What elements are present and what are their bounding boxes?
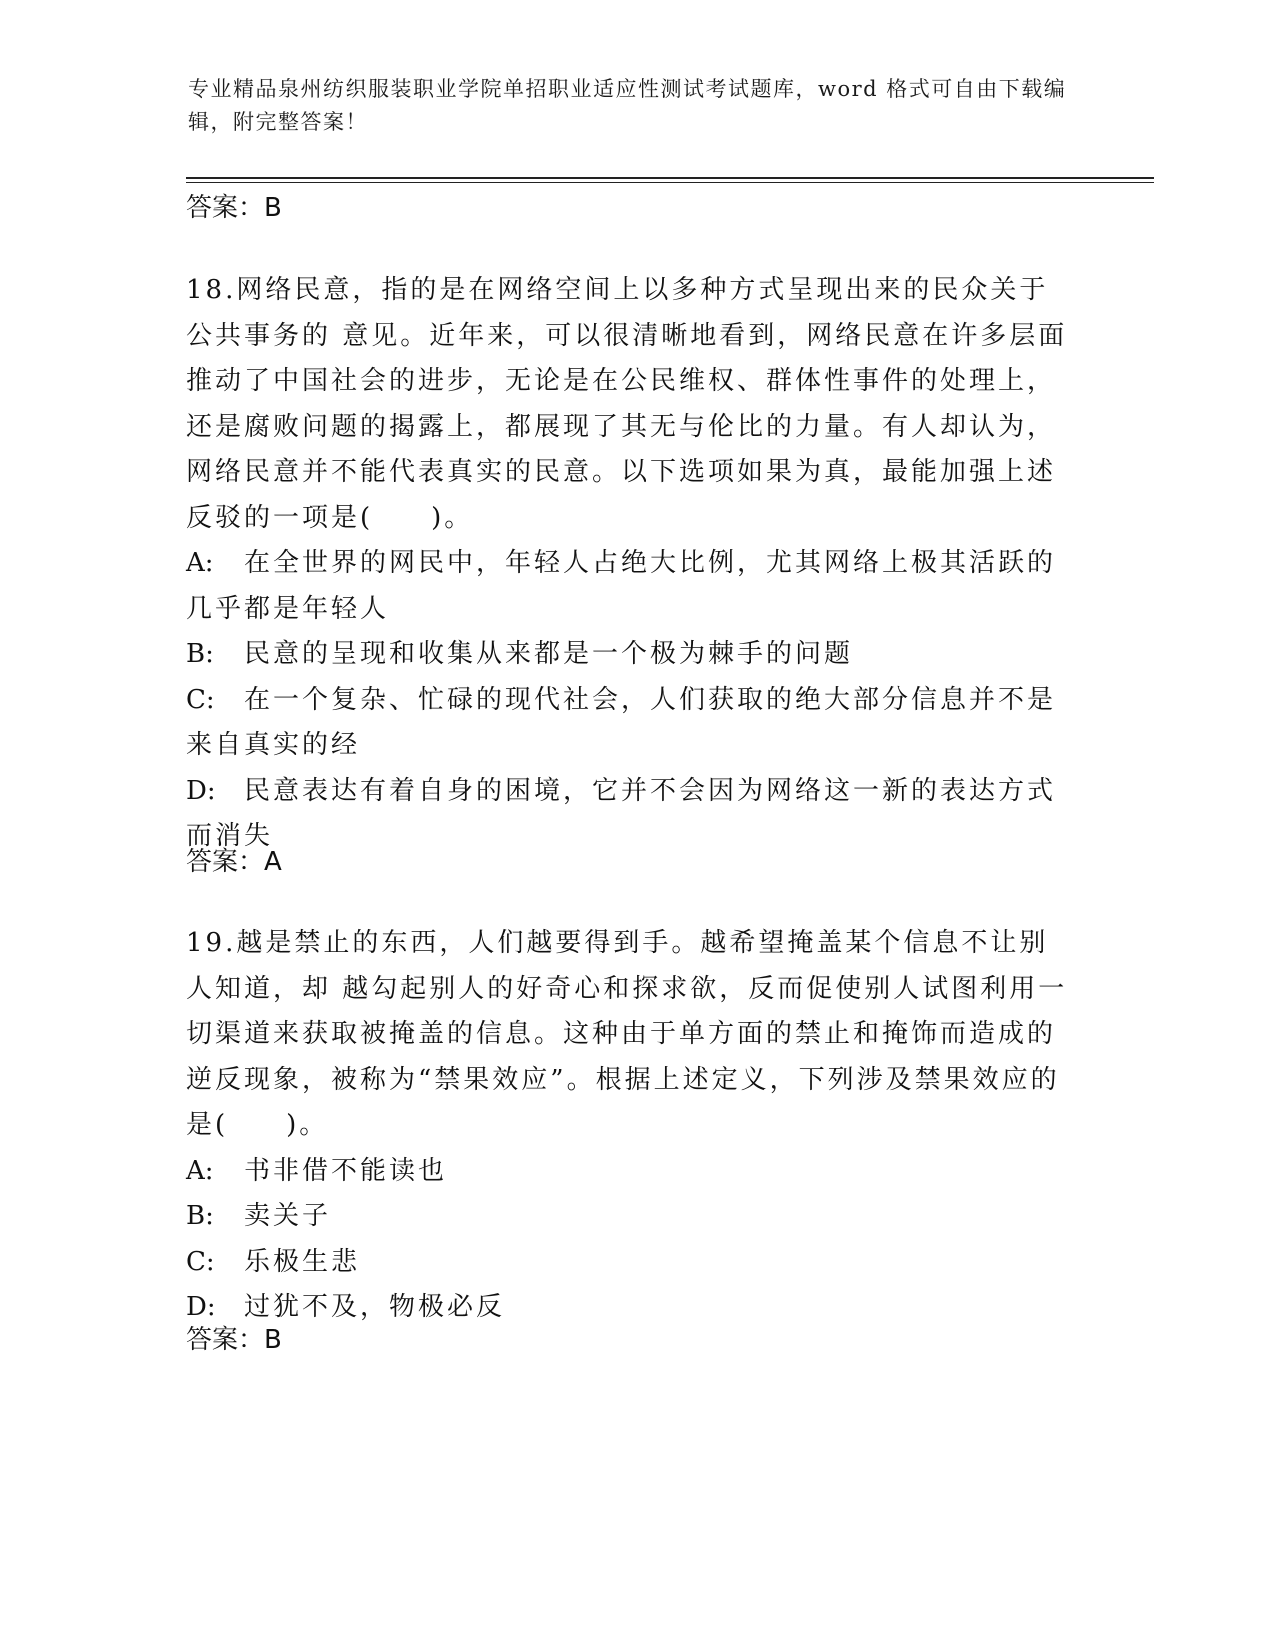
option-key: B: (186, 1201, 214, 1231)
question-18-option-a (186, 541, 1076, 632)
option-text: 民意表达有着自身的困境，它并不会因为网络这一新的表达方式而消失 (186, 775, 1057, 851)
question-18-option-b (186, 632, 1076, 678)
option-key: C: (186, 684, 215, 715)
option-text: 书非借不能读也 (244, 1155, 448, 1186)
option-text: 在一个复杂、忙碌的现代社会，人们获取的绝大部分信息并不是来自真实的经 (186, 684, 1057, 760)
question-19-option-c (186, 1240, 1076, 1286)
option-text: 过犹不及，物极必反 (244, 1292, 506, 1322)
option-text: 卖关子 (244, 1201, 332, 1231)
question-18-answer: 答案：A (186, 847, 282, 877)
option-key: A: (186, 1155, 214, 1186)
question-19-option-b (186, 1194, 1076, 1240)
header-rule-thick (186, 177, 1154, 179)
question-18-stem: 18.网络民意，指的是在网络空间上以多种方式呈现出来的民众关于公共事务的 意见。近年来，可以很清晰地看到，网络民意在许多层面推动了中国社会的进步，无论是在公民维权、群体性事件的处理上，还是腐败问题的揭露上，都展现了其无与伦比的力量。有人却认为，网络民意并不能代表真实的民意。以下选项如果为真，最能加强上述反驳的一项是( )。 (186, 275, 1068, 533)
answer-previous: 答案：B (186, 193, 282, 223)
question-19-option-a (186, 1149, 1076, 1195)
question-18-option-d (186, 769, 1076, 860)
option-text: 乐极生悲 (244, 1246, 361, 1277)
option-key: A: (186, 548, 214, 578)
option-text: 在全世界的网民中，年轻人占绝大比例，尤其网络上极其活跃的几乎都是年轻人 (186, 548, 1057, 624)
option-key: B: (186, 639, 214, 669)
option-key: D: (186, 775, 216, 806)
question-18-option-c (186, 678, 1076, 769)
question-19 (186, 921, 1076, 1331)
option-key: C: (186, 1246, 215, 1277)
question-18 (186, 268, 1076, 860)
option-key: D: (186, 1292, 216, 1322)
header-rule-thin (186, 182, 1154, 183)
question-19-option-d (186, 1285, 1076, 1331)
option-text: 民意的呈现和收集从来都是一个极为棘手的问题 (244, 639, 854, 669)
page-header: 专业精品泉州纺织服装职业学院单招职业适应性测试考试题库，word 格式可自由下载编辑，附完整答案！ (188, 77, 1067, 134)
question-19-answer: 答案：B (186, 1325, 282, 1355)
question-19-stem: 19.越是禁止的东西，人们越要得到手。越希望掩盖某个信息不让别人知道，却 越勾起别人的好奇心和探求欲，反而促使别人试图利用一切渠道来获取被掩盖的信息。这种由于单方面的禁止和掩饰而造成的逆反现象，被称为“禁果效应”。根据上述定义，下列涉及禁果效应的是( )。 (186, 928, 1068, 1140)
